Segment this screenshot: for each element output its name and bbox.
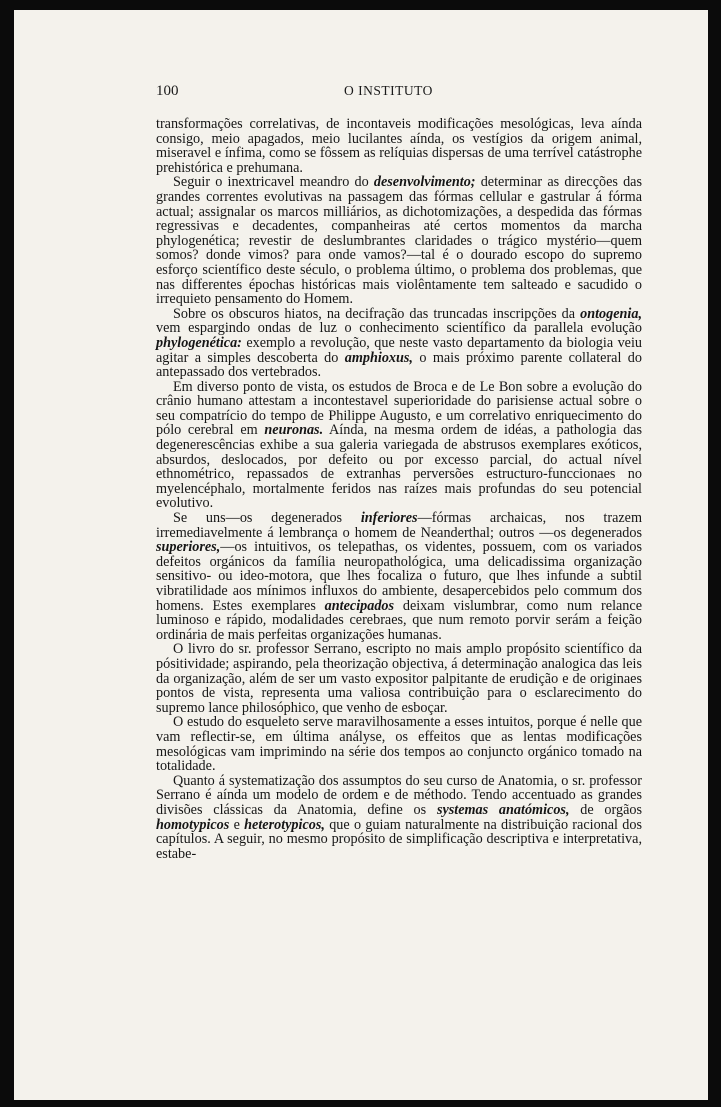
page-number: 100: [156, 83, 179, 99]
text-segment: e: [229, 816, 245, 833]
text-segment: que o guiam naturalmente na distribuição racional dos capítulos. A seguir, no mesmo propósito de simplificação descriptiva e interpretativa, estabe-: [156, 816, 642, 862]
emphasized-text: neuronas.: [264, 422, 324, 439]
emphasized-text: heterotypicos,: [244, 816, 325, 833]
running-title: O INSTITUTO: [344, 83, 433, 98]
text-segment: Sobre os obscuros hiatos, na decifração das truncadas inscripções da: [173, 305, 581, 322]
text-segment: Quanto á systematização dos assumptos do seu curso de Anatomia, o sr. professor Serrano é aínda um modelo de ordem e de méthodo. Tendo accentuado as grandes divisões clássicas da Anatomia, define os: [156, 772, 642, 818]
body-text: [156, 117, 642, 861]
text-segment: o mais próximo parente collateral do antepassado dos vertebrados.: [156, 349, 642, 381]
emphasized-text: superiores,: [156, 539, 221, 556]
emphasized-text: systemas anatómicos,: [436, 801, 570, 818]
text-segment: exemplo a revolução, que neste vasto departamento da biologia veiu agitar a simples descoberta do: [156, 334, 642, 366]
emphasized-text: homotypicos: [156, 816, 230, 833]
emphasized-text: inferiores: [360, 510, 418, 527]
text-segment: O livro do sr. professor Serrano, escripto no mais amplo propósito scientífico da pósitividade; aspirando, pela theorização objectiva, á determinação analogica das leis da organização, além de ser um vasto expositor palpitante de erudição e de originaes pontos de vista, representa uma valiosa contribuição para o esclarecimento do supremo lance philosóphico, que venho de esboçar.: [156, 641, 642, 716]
text-segment: O estudo do esqueleto serve maravilhosamente a esses intuitos, porque é nelle que vam reflectir-se, em última anályse, os effeitos que as lentas modificações mesológicas vam imprimindo na série dos tempos ao conjuncto orgánico tomado na totalidade.: [156, 714, 642, 775]
text-segment: Aínda, na mesma ordem de idéas, a pathologia das degenerescências exhibe a sua galeria variegada de abstrusos exemplares exóticos, absurdos, deslocados, por defeito ou por excesso parcial, do actual nível ethnométrico, repassados de extranhas perversões estructuro-funccionaes no myelencéphalo, mortalmente feridos nas raízes mais profundas do seu potencial evolutivo.: [156, 422, 642, 512]
text-segment: —os intuitivos, os telepathas, os videntes, possuem, com os variados defeitos orgánicos da família neuropathológica, uma delicadissima organização sensitivo- ou ideo-motora, que lhes focaliza o futuro, que lhes infunde a subtil vibratilidade aos mínimos influxos do ambiente, desapercebidos pelo commum dos homens. Estes exemplares: [156, 539, 642, 614]
emphasized-text: desenvolvimento;: [373, 174, 476, 191]
emphasized-text: phylogenética:: [156, 334, 242, 351]
paragraph: [156, 175, 642, 306]
emphasized-text: ontogenia,: [580, 305, 642, 322]
page-header: [156, 83, 646, 103]
text-segment: transformações correlativas, de incontaveis modificações mesológicas, leva aínda consigo, meio apagados, meio lucilantes aínda, os vestígios da origem animal, miseravel e ínfima, como se fôssem as relíquias dispersas de uma terrível catástrophe prehistórica e prehumana.: [156, 116, 642, 176]
paragraph: [156, 642, 642, 715]
text-segment: Seguir o inextricavel meandro do: [173, 174, 374, 191]
text-segment: determinar as direcções das grandes correntes evolutivas na passagem das fórmas cellular e gastrular á fórma actual; assignalar os marcos milliários, as dichotomizações, a despedida das fórmas regressivas e decadentes, companheiras até certos momentos da marcha phylogenética; revestir de deslumbrantes claridades o trágico mystério—quem somos? donde vimos? para onde vamos?—tal é o dourado escopo do supremo esforço scientífico deste século, o problema último, o problema dos problemas, que nas differentes épochas históricas mais violêntamente tem salteado e sacudido o irrequieto pensamento do Homem.: [156, 174, 642, 308]
paragraph: [156, 774, 642, 862]
text-segment: Em diverso ponto de vista, os estudos de Broca e de Le Bon sobre a evolução do crânio humano attestam a incontestavel superioridade do parisiense actual sobre o seu compatrício do tempo de Philippe Augusto, e um correlativo enriquecimento do pólo cerebral em: [156, 378, 642, 439]
paragraph: [156, 511, 642, 642]
emphasized-text: amphioxus,: [344, 349, 413, 366]
text-segment: deixam vislumbrar, como num relance luminoso e rápido, modalidades cerebraes, que num remoto porvir serám a feição ordinária de mais perfeitas organizações humanas.: [156, 597, 642, 643]
paragraph: [156, 380, 642, 511]
paragraph: [156, 307, 642, 380]
paragraph: [156, 715, 642, 773]
text-segment: —fórmas archaicas, nos trazem irremediavelmente á lembrança o homem de Neanderthal; outros —os degenerados: [156, 510, 642, 541]
paragraph: [156, 117, 642, 175]
text-segment: Se uns—os degenerados: [173, 510, 361, 527]
emphasized-text: antecipados: [324, 597, 395, 614]
text-segment: vem espargindo ondas de luz o conhecimento scientífico da parallela evolução: [156, 320, 642, 337]
scanned-page: [14, 10, 708, 1100]
text-segment: de orgãos: [569, 801, 643, 818]
